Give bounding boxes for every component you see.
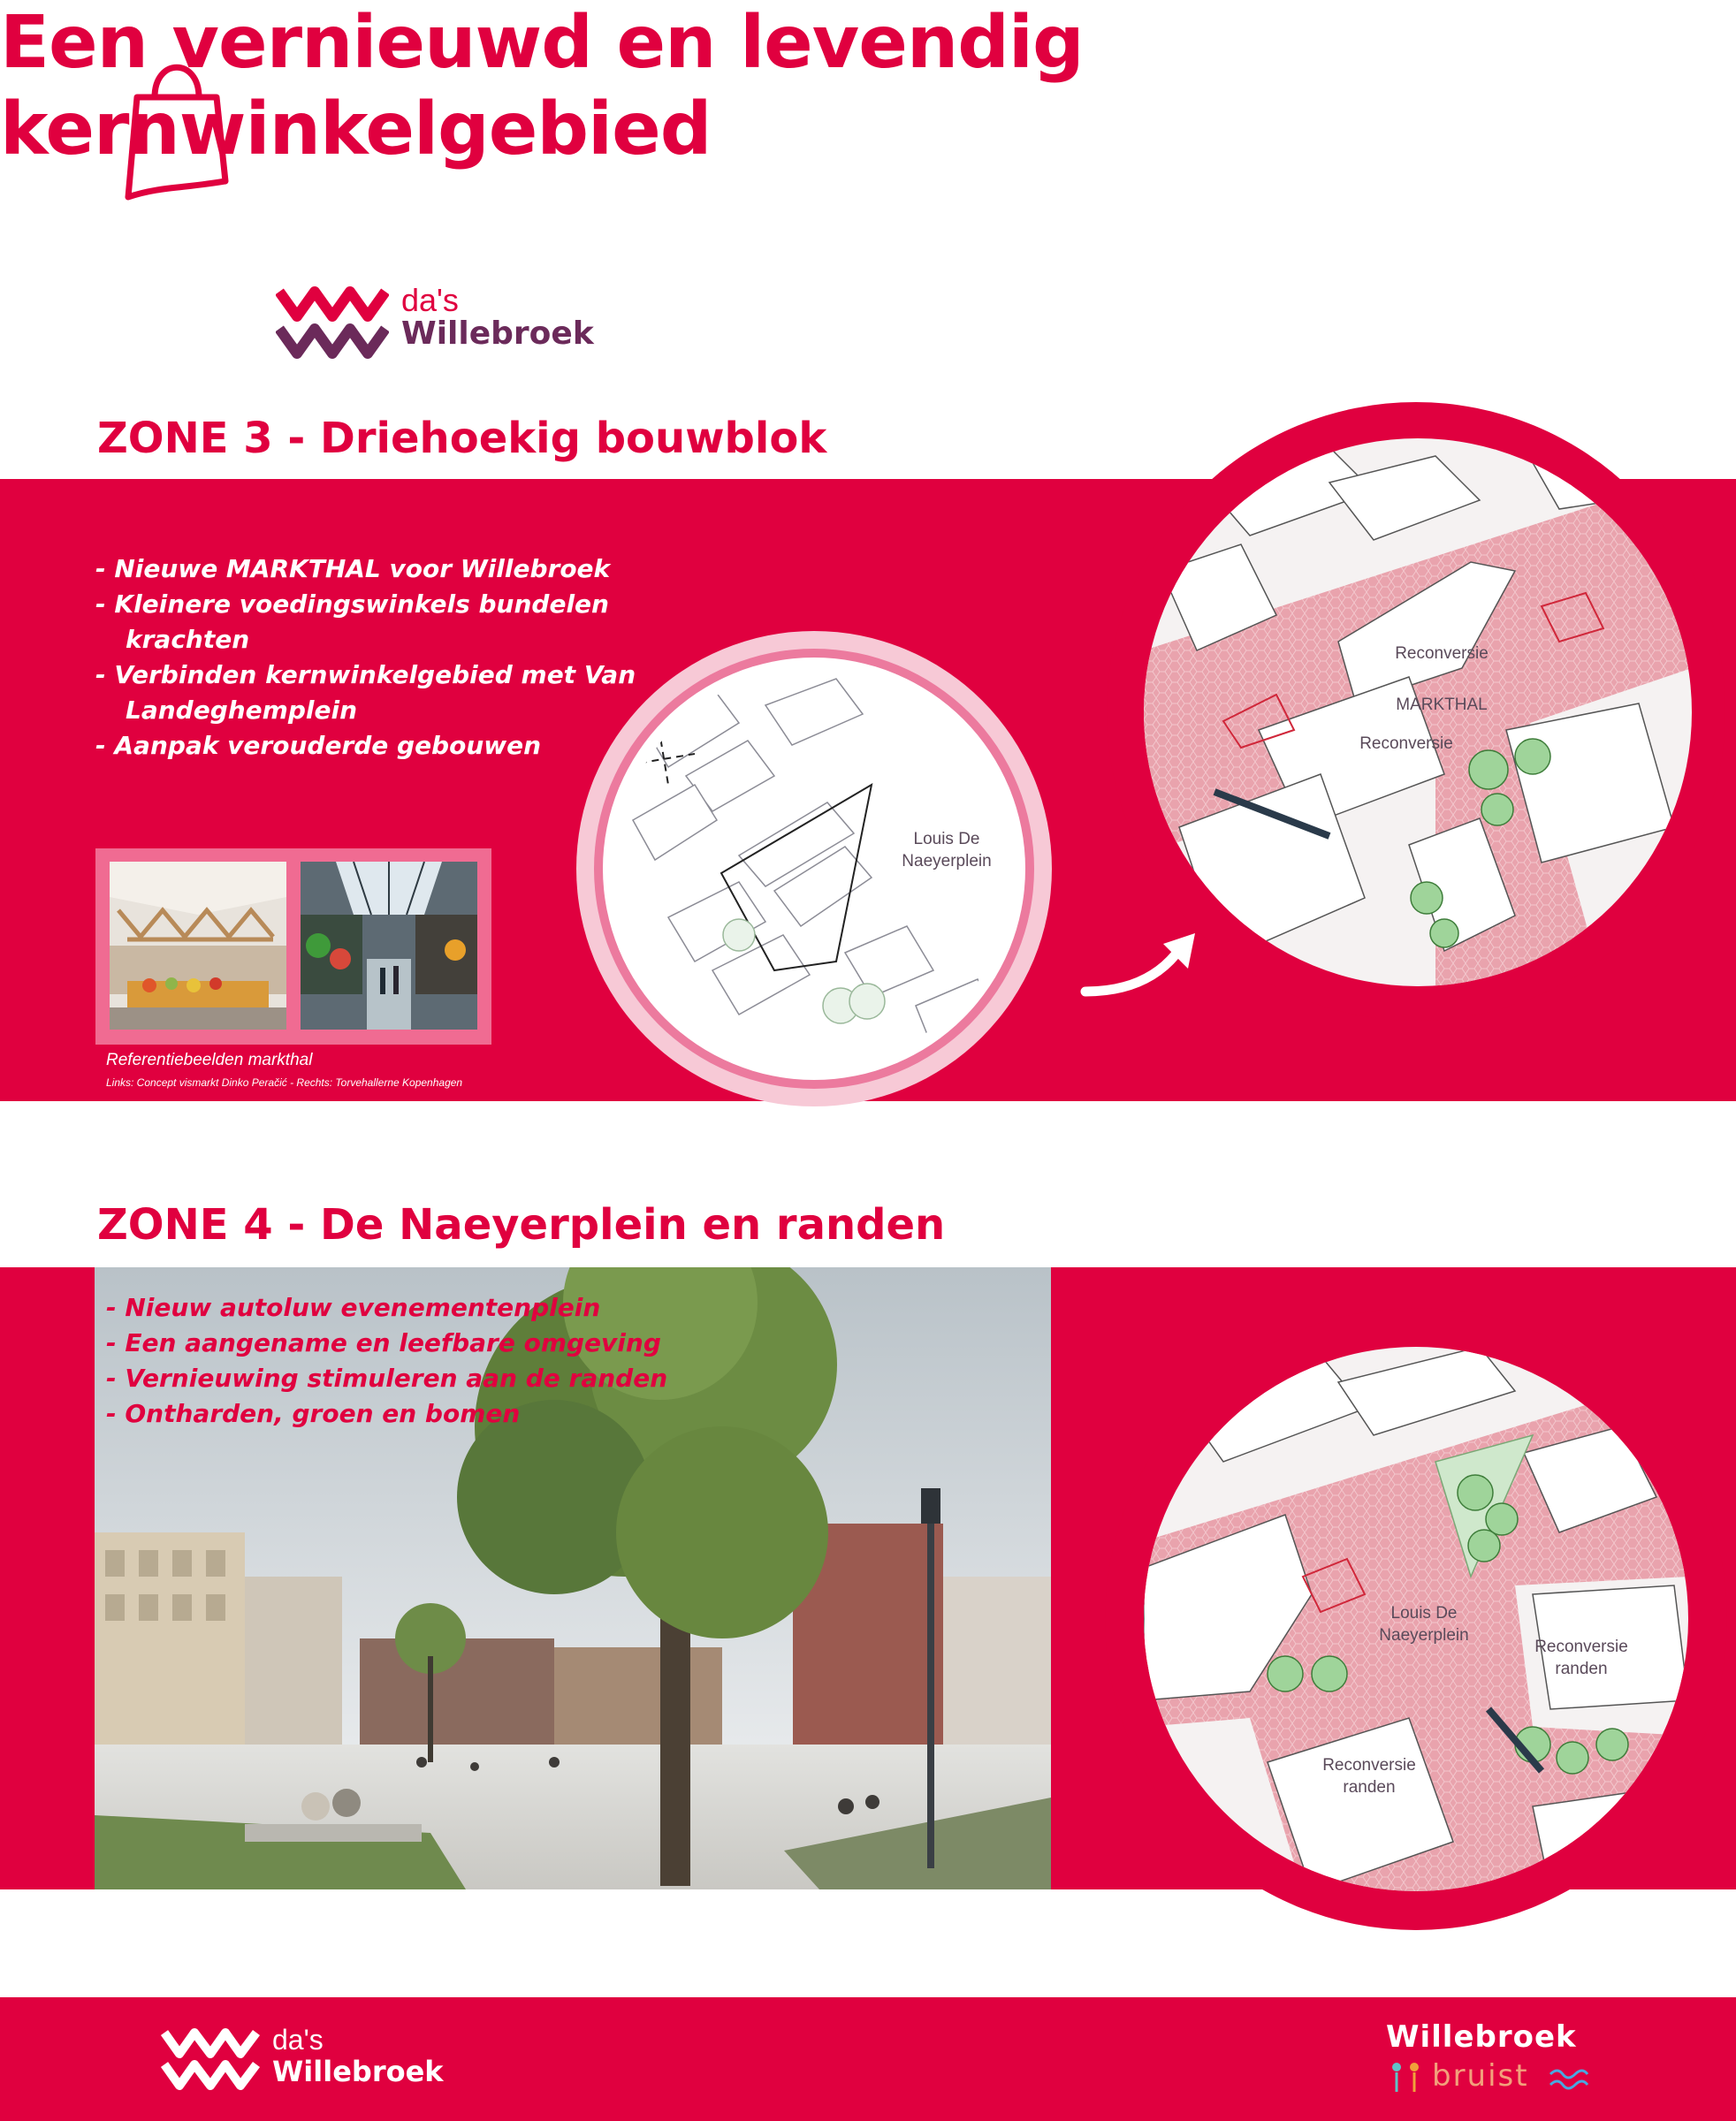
photo-caption: Referentiebeelden markthal bbox=[106, 1051, 313, 1069]
footer-brand-bottom: bruist bbox=[1432, 2058, 1529, 2094]
people-icon bbox=[1388, 2062, 1427, 2094]
willebroek-w-logo bbox=[276, 285, 389, 366]
zone-3-label-reconversie-top: Reconversie bbox=[1395, 644, 1489, 663]
zone-3-label-reconversie-bottom: Reconversie bbox=[1359, 734, 1453, 753]
zone-3-title: ZONE 3 - Driehoekig bouwblok bbox=[97, 414, 827, 463]
logo-big-text: Willebroek bbox=[401, 315, 594, 352]
zone-4-title: ZONE 4 - De Naeyerplein en randen bbox=[97, 1200, 946, 1250]
footer-brand-top: Willebroek bbox=[1386, 2019, 1577, 2055]
title-line-1: Een vernieuwd en levendig bbox=[0, 1, 1084, 85]
reference-photos-frame bbox=[95, 848, 491, 1045]
shopping-bag-icon bbox=[115, 49, 239, 208]
footer-brand bbox=[1386, 2019, 1607, 2099]
zone-4-plan-map bbox=[1144, 1347, 1688, 1891]
footer-logo bbox=[161, 2024, 479, 2103]
zone-4-bullet: - Een aangename en leefbare omgeving bbox=[106, 1326, 778, 1361]
zone-3-bullet: - Nieuwe MARKTHAL voor Willebroek bbox=[95, 551, 732, 587]
zone-3-plan-map bbox=[1144, 438, 1692, 986]
zone-4-label-reconversie-bottom: Reconversie randen bbox=[1322, 1756, 1416, 1797]
photo-markthal-concept bbox=[110, 862, 286, 1030]
zone-3-bullet: - Verbinden kernwinkelgebied met Van Landeghemplein bbox=[95, 658, 732, 728]
zone-3-label-markthal: MARKTHAL bbox=[1396, 696, 1488, 714]
photo-credit: Links: Concept vismarkt Dinko Peračić - Rechts: Torvehallerne Kopenhagen bbox=[106, 1076, 463, 1089]
waves-icon bbox=[1549, 2065, 1589, 2092]
existing-situation-map bbox=[615, 670, 1013, 1068]
zone-4-label-plein: Louis De Naeyerplein bbox=[1379, 1604, 1469, 1645]
zone-4-bullet-list bbox=[106, 1290, 778, 1432]
plein-visualisation bbox=[95, 1267, 1051, 1889]
zone-4-label-reconversie-right: Reconversie randen bbox=[1534, 1638, 1628, 1678]
zone-3-bullet: - Kleinere voedingswinkels bundelen krachten bbox=[95, 587, 732, 658]
title-line-2: kernwinkelgebied bbox=[0, 87, 712, 172]
footer-logo-small-text: da's bbox=[272, 2024, 324, 2056]
zone-3-bullet: - Aanpak verouderde gebouwen bbox=[95, 728, 732, 764]
photo-torvehallerne bbox=[301, 862, 477, 1030]
logo-small-text: da's bbox=[401, 282, 459, 318]
header-logo bbox=[276, 281, 629, 369]
willebroek-w-logo-footer bbox=[161, 2026, 260, 2096]
zone-4-bullet: - Vernieuwing stimuleren aan de randen bbox=[106, 1361, 778, 1396]
zone-4-bullet: - Ontharden, groen en bomen bbox=[106, 1396, 778, 1432]
footer-logo-big-text: Willebroek bbox=[272, 2055, 444, 2088]
zone-4-bullet: - Nieuw autoluw evenementenplein bbox=[106, 1290, 778, 1326]
existing-map-label: Louis De Naeyerplein bbox=[902, 830, 992, 870]
